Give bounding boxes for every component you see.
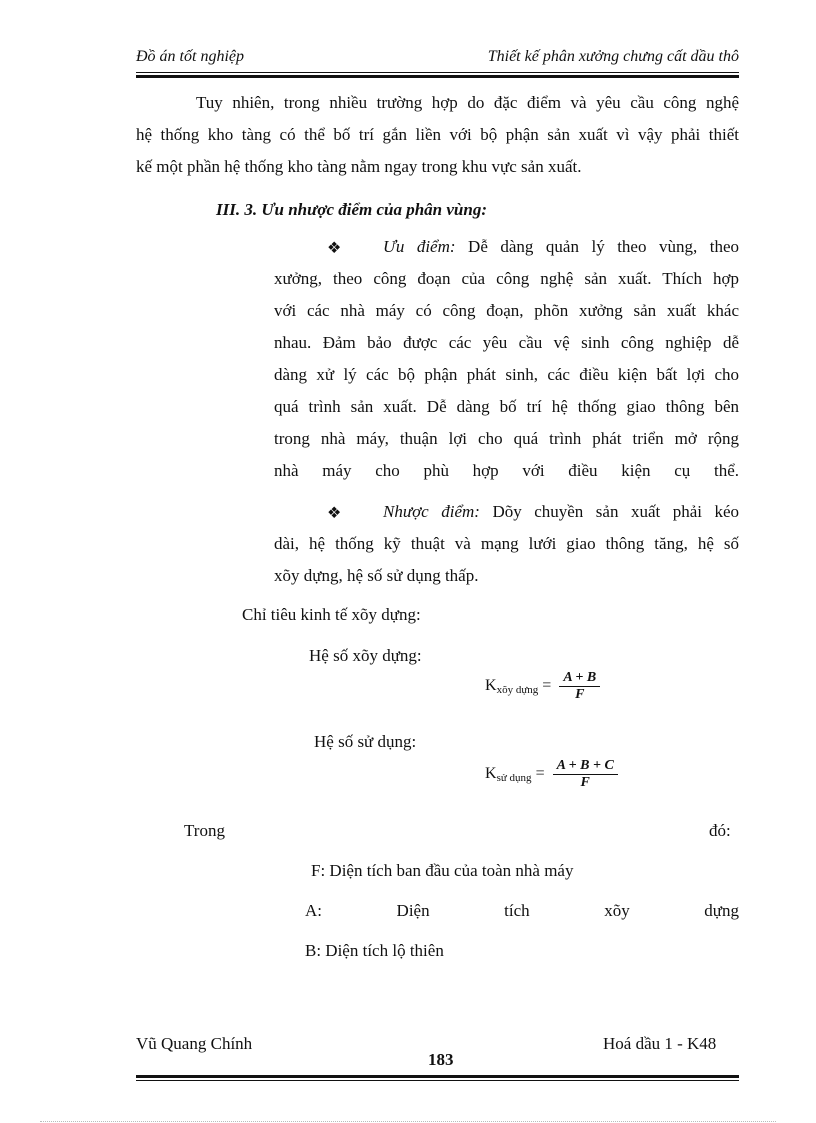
where-left: Trong [184, 821, 225, 840]
advantages-first: Dễ dàng quản lý theo vùng, theo [468, 237, 739, 256]
disadvantages-first: Dõy chuyền sản xuất phải kéo [492, 502, 740, 521]
page-boundary [40, 1121, 776, 1122]
footer-author: Vũ Quang Chính [136, 1034, 253, 1053]
advantages-line-7: trong nhà máy, thuận lợi cho quá trình phát triển mở rộng [274, 429, 739, 448]
definition-f: F: Diện tích ban đầu của toàn nhà máy [311, 861, 574, 880]
economic-title: Chỉ tiêu kinh tế xõy dựng: [242, 605, 421, 624]
advantages-line-4: nhau. Đảm bảo được các yêu cầu vệ sinh công nghiệp dễ [274, 333, 739, 352]
build-coefficient-formula: Kxõy dựng = $\frac{A + B}{F}$ [485, 670, 600, 703]
definition-b: B: Diện tích lộ thiên [305, 941, 444, 960]
disadvantages-line-1 [383, 502, 739, 522]
page-header [136, 48, 739, 72]
disadvantages-line-2: dài, hệ thống kỹ thuật và mạng lưới giao thông tăng, hệ số [274, 534, 739, 553]
diamond-bullet-icon: ❖ [327, 505, 342, 522]
diamond-bullet-icon: ❖ [327, 240, 342, 257]
footer-rule-thin [136, 1080, 739, 1081]
use-coefficient-formula: Ksử dụng = $\frac{A + B + C}{F}$ [485, 758, 618, 791]
header-right-title: Thiết kế phân xưởng chưng cất dầu thô [487, 48, 739, 65]
footer-class: Hoá dầu 1 - K48 [603, 1034, 717, 1053]
definition-a: A: Diện tích xõy dựng [305, 901, 739, 920]
intro-line-1: Tuy nhiên, trong nhiều trường hợp do đặc điểm và yêu cầu công nghệ [196, 93, 739, 112]
where-right: đó: [709, 821, 731, 840]
advantages-line-5: dàng xử lý các bộ phận phát sinh, các điều kiện bất lợi cho [274, 365, 739, 384]
section-heading: III. 3. Ưu nhược điểm của phân vùng: [216, 200, 488, 219]
advantages-line-6: quá trình sản xuất. Dễ dàng bố trí hệ thống giao thông bên [274, 397, 739, 416]
header-left-title: Đồ án tốt nghiệp [136, 48, 244, 65]
disadvantages-label: Nhược điểm: [383, 502, 480, 521]
header-rule-thick [136, 75, 739, 78]
header-rule-thin [136, 72, 739, 73]
advantages-line-8: nhà máy cho phù hợp với điều kiện cụ thể. [274, 461, 739, 480]
intro-line-3: kế một phần hệ thống kho tàng nằm ngay trong khu vực sản xuất. [136, 157, 582, 176]
advantages-line-1 [383, 237, 739, 257]
advantages-line-2: xưởng, theo công đoạn của công nghệ sản xuất. Thích hợp [274, 269, 739, 288]
disadvantages-line-3: xõy dựng, hệ số sử dụng thấp. [274, 566, 479, 585]
advantages-label: Ưu điểm: [383, 237, 456, 256]
page-number: 183 [428, 1050, 454, 1069]
build-coefficient-label: Hệ số xõy dựng: [309, 646, 422, 665]
use-coefficient-label: Hệ số sử dụng: [314, 732, 417, 751]
footer-rule-thick [136, 1075, 739, 1078]
advantages-line-3: với các nhà máy có công đoạn, phõn xưởng sản xuất khác [274, 301, 739, 320]
intro-line-2: hệ thống kho tàng có thể bố trí gắn liền với bộ phận sản xuất vì vậy phải thiết [136, 125, 739, 144]
